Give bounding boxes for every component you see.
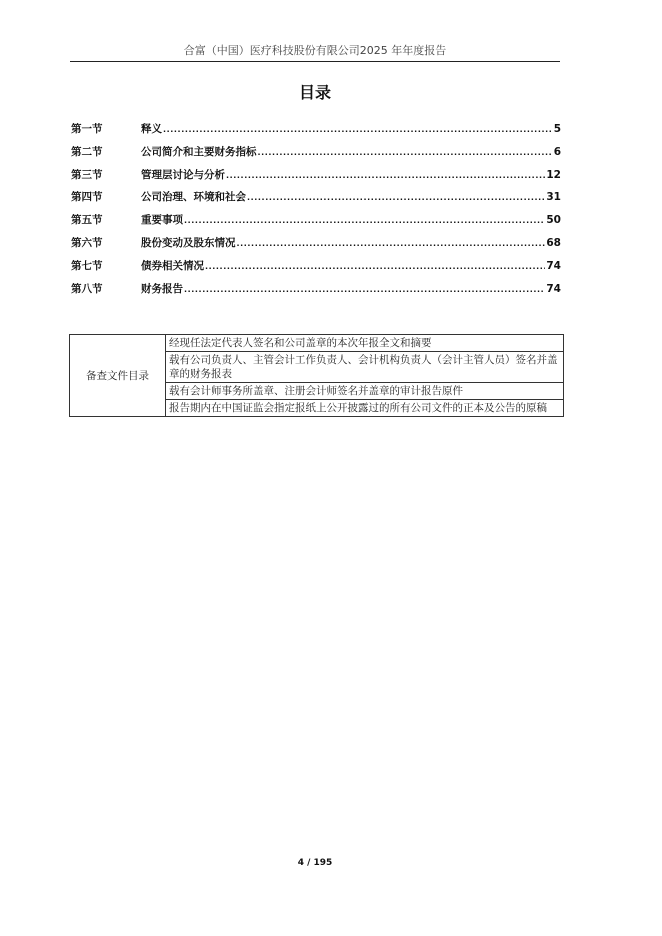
toc-entry[interactable] <box>71 258 561 281</box>
toc-entry[interactable] <box>71 167 561 190</box>
toc-section-title: 释义 <box>141 123 162 135</box>
reference-document-item: 载有会计师事务所盖章、注册会计师签名并盖章的审计报告原件 <box>166 383 564 400</box>
reference-documents-table <box>69 334 564 417</box>
reference-documents-label: 备查文件目录 <box>70 335 166 417</box>
toc-section-number: 第六节 <box>71 236 103 249</box>
table-of-contents <box>71 121 561 303</box>
page-number: 4 / 195 <box>297 858 333 868</box>
toc-section-number: 第二节 <box>71 145 103 158</box>
toc-entry[interactable] <box>71 281 561 304</box>
reference-document-item: 载有公司负责人、主管会计工作负责人、会计机构负责人（会计主管人员）签名并盖章的财务报表 <box>166 352 564 383</box>
toc-leader-dots <box>184 285 545 294</box>
toc-entry[interactable] <box>71 212 561 235</box>
toc-page-number: 68 <box>546 236 561 249</box>
toc-page-number: 31 <box>546 191 561 204</box>
toc-leader-dots <box>226 171 545 180</box>
reference-document-item: 报告期内在中国证监会指定报纸上公开披露过的所有公司文件的正本及公告的原稿 <box>166 400 564 417</box>
toc-leader-dots <box>163 125 553 134</box>
toc-section-number: 第一节 <box>71 123 103 135</box>
toc-entry[interactable] <box>71 144 561 167</box>
running-header: 合富（中国）医疗科技股份有限公司2025 年年度报告 <box>183 44 447 57</box>
toc-entry[interactable] <box>71 235 561 258</box>
toc-section-title: 管理层讨论与分析 <box>141 168 225 181</box>
reference-document-item: 经现任法定代表人签名和公司盖章的本次年报全文和摘要 <box>166 335 564 352</box>
toc-heading: 目录 <box>298 83 331 102</box>
toc-section-title: 重要事项 <box>141 214 183 227</box>
toc-leader-dots <box>258 148 553 157</box>
toc-section-title: 债券相关情况 <box>141 259 204 272</box>
toc-leader-dots <box>247 193 545 202</box>
toc-page-number: 74 <box>546 282 561 295</box>
toc-leader-dots <box>237 239 546 248</box>
header-divider <box>70 61 560 62</box>
toc-page-number: 74 <box>546 259 561 272</box>
toc-entry[interactable] <box>71 189 561 212</box>
toc-section-number: 第五节 <box>71 214 103 227</box>
toc-section-number: 第八节 <box>71 282 103 295</box>
toc-leader-dots <box>205 262 545 271</box>
toc-section-title: 财务报告 <box>141 282 183 295</box>
toc-section-title: 股份变动及股东情况 <box>141 236 236 249</box>
toc-entry[interactable] <box>71 121 561 144</box>
toc-section-number: 第三节 <box>71 168 103 181</box>
toc-section-title: 公司简介和主要财务指标 <box>141 145 257 158</box>
toc-section-number: 第四节 <box>71 191 103 204</box>
toc-section-number: 第七节 <box>71 259 103 272</box>
toc-page-number: 50 <box>546 214 561 227</box>
toc-leader-dots <box>184 216 545 225</box>
toc-page-number: 6 <box>553 145 561 158</box>
toc-page-number: 5 <box>553 123 561 135</box>
toc-page-number: 12 <box>546 168 561 181</box>
toc-section-title: 公司治理、环境和社会 <box>141 191 246 204</box>
